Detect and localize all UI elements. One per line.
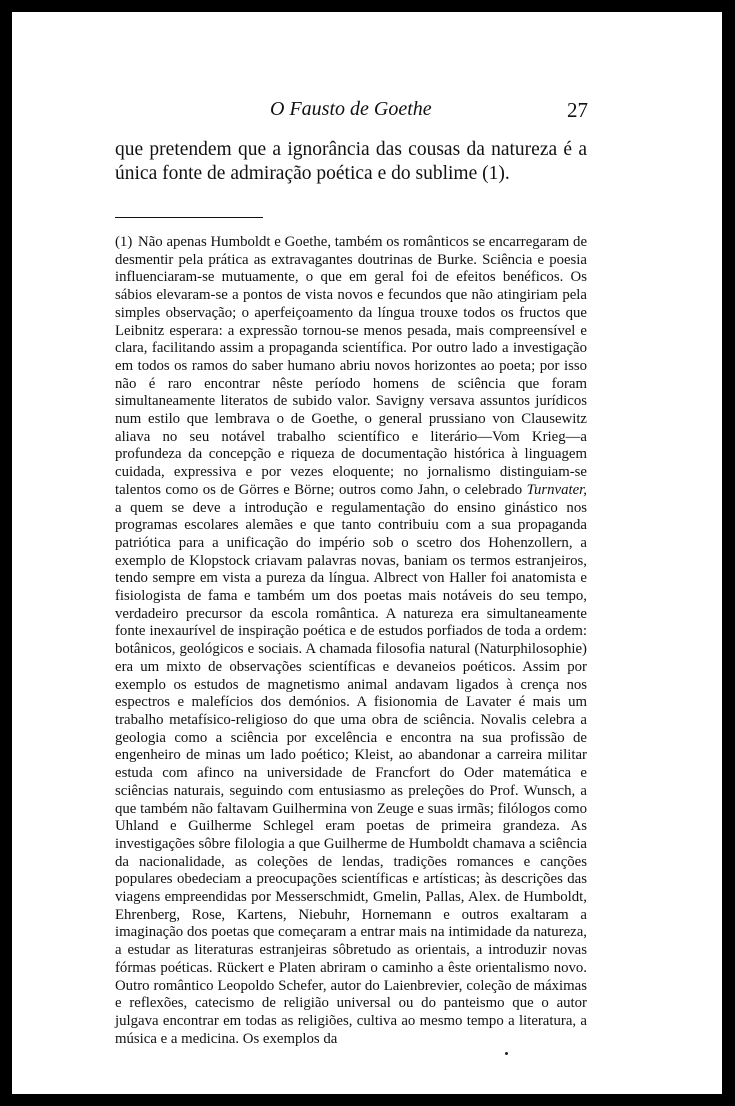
page-speck	[505, 1052, 508, 1055]
footnote-text-part1: Não apenas Humboldt e Goethe, também os românticos se encarregaram de desmentir pela prática as extravagantes doutrinas de Burke. Sciência e poesia influenciaram-se mutuamente, o que em geral foi de efeitos benéficos. Os sábios elevaram-se a pontos de vista novos e fecundos que não atingiriam pela simples observação; o aperfeiçoamento da língua trouxe todos os fructos que Leibnitz esperara: a expressão tornou-se menos pesada, mais compreensível e clara, facilitando assim a propaganda scientífica. Por outro lado a investigação em todos os ramos do saber humano abriu novos horizontes ao poeta; por isso não é raro encontrar nêste período homens de sciência que foram simultaneamente literatos de subido valor. Savigny versava assuntos jurídicos num estilo que lembrava o de Goethe, o general prussiano von Clausewitz aliava no seu notável trabalho scientífico e literário—Vom Krieg—a profundeza da concepção e riqueza de documentação histórica à linguagem cuidada, expressiva e por vezes eloquente; no jornalismo distinguiam-se talentos como os de Görres e Börne; outros como Jahn, o celebrado	[115, 234, 588, 498]
book-page	[12, 12, 722, 1094]
footnote-text-part2: a quem se deve a introdução e regulamentação do ensino ginástico nos programas escolares alemães e que tanto contribuiu com a sua propaganda patriótica para a unificação do império sob o scetro dos Hohenzollern, a exemplo de Klopstock criavam palavras novas, baniam os termos estranjeiros, tendo sempre em vista a pureza da língua. Albrect von Haller foi anatomista e fisiologista de fama e também um dos poetas mais notáveis do seu tempo, verdadeiro precursor da escola romântica. A natureza era simultaneamente fonte inexaurível de inspiração poética e de estudos porfiados de toda a ordem: botânicos, geológicos e sociais. A chamada filosofia natural (Naturphilosophie) era um mixto de observações scientíficas e devaneios poéticos. Assim por exemplo os estudos de magnetismo animal andavam ligados à crença nos espectros e malefícios dos demónios. A fisionomia de Lavater é mais um trabalho metafísico-religioso do que uma obra de sciência. Novalis celebra a geologia como a sciência por excelência e encontra na sua profissão de engenheiro de minas um lado poético; Kleist, ao abandonar a carreira militar estuda com afinco na universidade de Francfort do Oder matemática e sciências naturais, seguindo com entusiasmo as preleções do Prof. Wunsch, a que também não faltavam Guilhermina von Zeuge e suas irmãs; filólogos como Uhland e Guilherme Schlegel eram poetas de primeira grandeza. As investigações sôbre filologia a que Guilherme de Humboldt chamava a sciência da nacionalidade, as coleções de lendas, tradições romances e canções populares obedeciam a preocupações scientíficas e artísticas; às descrições das viagens empreendidas por Messerschmidt, Gmelin, Pallas, Alex. de Humboldt, Ehrenberg, Rose, Kartens, Niebuhr, Hornemann e outros exaltaram a imaginação dos poetas que começaram a entrar mais na intimidade da natureza, a estudar as literaturas estranjeiras sôbretudo as orientais, a introduzir novas fórmas poéticas. Rückert e Platen abriram o caminho a êste orientalismo novo. Outro romântico Leopoldo Schefer, autor do Laienbrevier, coleção de máximas e reflexões, catecismo de religião universal ou do panteismo que o autor julgava encontrar em todas as religiões, cultiva ao mesmo tempo a literatura, a música e a medicina. Os exemplos da	[115, 499, 587, 1047]
body-paragraph: que pretendem que a ignorância das cousas da natureza é a única fonte de admiração poética e do sublime (1).	[115, 139, 587, 184]
footnote-separator	[115, 217, 263, 218]
running-title: O Fausto de Goethe	[270, 98, 432, 120]
footnote-marker: (1)	[115, 234, 133, 250]
page-number: 27	[567, 98, 588, 122]
page-header	[12, 98, 722, 128]
footnote-emphasis: Turnvater,	[526, 481, 587, 498]
footnote	[115, 234, 587, 1048]
